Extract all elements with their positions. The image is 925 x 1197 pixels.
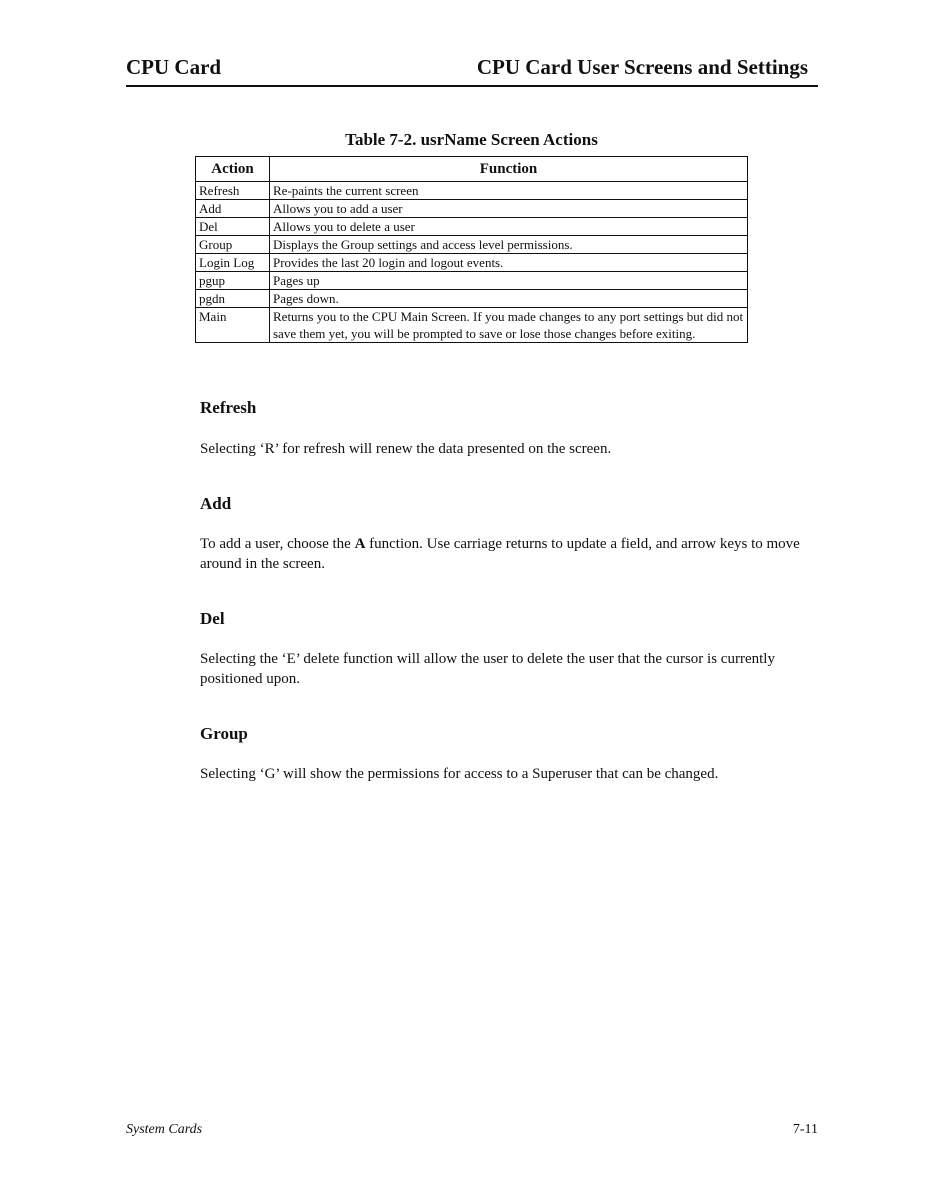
section-text-add [200,534,818,574]
table-header-row [196,157,748,182]
add-function-key: A [354,536,366,552]
footer-page-number: 7-11 [792,1122,818,1137]
section-heading-group: Group [200,724,248,743]
table-row [196,272,748,290]
action-cell: pgup [196,272,270,290]
function-cell: Pages up [270,272,748,290]
action-cell: Login Log [196,254,270,272]
action-cell: Add [196,200,270,218]
table-row [196,182,748,200]
table-caption: Table 7-2. usrName Screen Actions [345,130,598,149]
section-heading-refresh: Refresh [200,398,257,417]
table-row [196,218,748,236]
column-header-action: Action [196,157,270,182]
section-heading-del: Del [200,609,225,628]
section-text-group: Selecting ‘G’ will show the permissions for access to a Superuser that can be changed. [200,766,719,782]
action-cell: pgdn [196,290,270,308]
function-cell: Pages down. [270,290,748,308]
section-text-refresh: Selecting ‘R’ for refresh will renew the data presented on the screen. [200,441,612,457]
section-heading-add: Add [200,494,232,513]
function-cell: Displays the Group settings and access level permissions. [270,236,748,254]
function-cell: Returns you to the CPU Main Screen. If you made changes to any port settings but did not save them yet, you will be prompted to save or lose those changes before exiting. [270,308,748,343]
table-row [196,254,748,272]
action-cell: Group [196,236,270,254]
function-cell: Re-paints the current screen [270,182,748,200]
table-row [196,290,748,308]
function-cell: Allows you to delete a user [270,218,748,236]
add-text-start: To add a user, choose the [200,536,355,552]
add-text-end: function. Use carriage returns to update a field, and arrow keys to move around in the screen. [200,536,800,572]
table-row [196,236,748,254]
table-row [196,200,748,218]
actions-table [195,156,748,343]
footer-book-title: System Cards [126,1122,203,1137]
header-chapter-title: CPU Card [126,55,222,79]
function-cell: Allows you to add a user [270,200,748,218]
action-cell: Refresh [196,182,270,200]
page-header [126,55,818,87]
action-cell: Main [196,308,270,343]
action-cell: Del [196,218,270,236]
column-header-function: Function [270,157,748,182]
header-section-title: CPU Card User Screens and Settings [476,55,808,79]
function-cell: Provides the last 20 login and logout events. [270,254,748,272]
section-text-del: Selecting the ‘E’ delete function will allow the user to delete the user that the cursor is currently positioned upon. [200,651,775,687]
table-row [196,308,748,343]
